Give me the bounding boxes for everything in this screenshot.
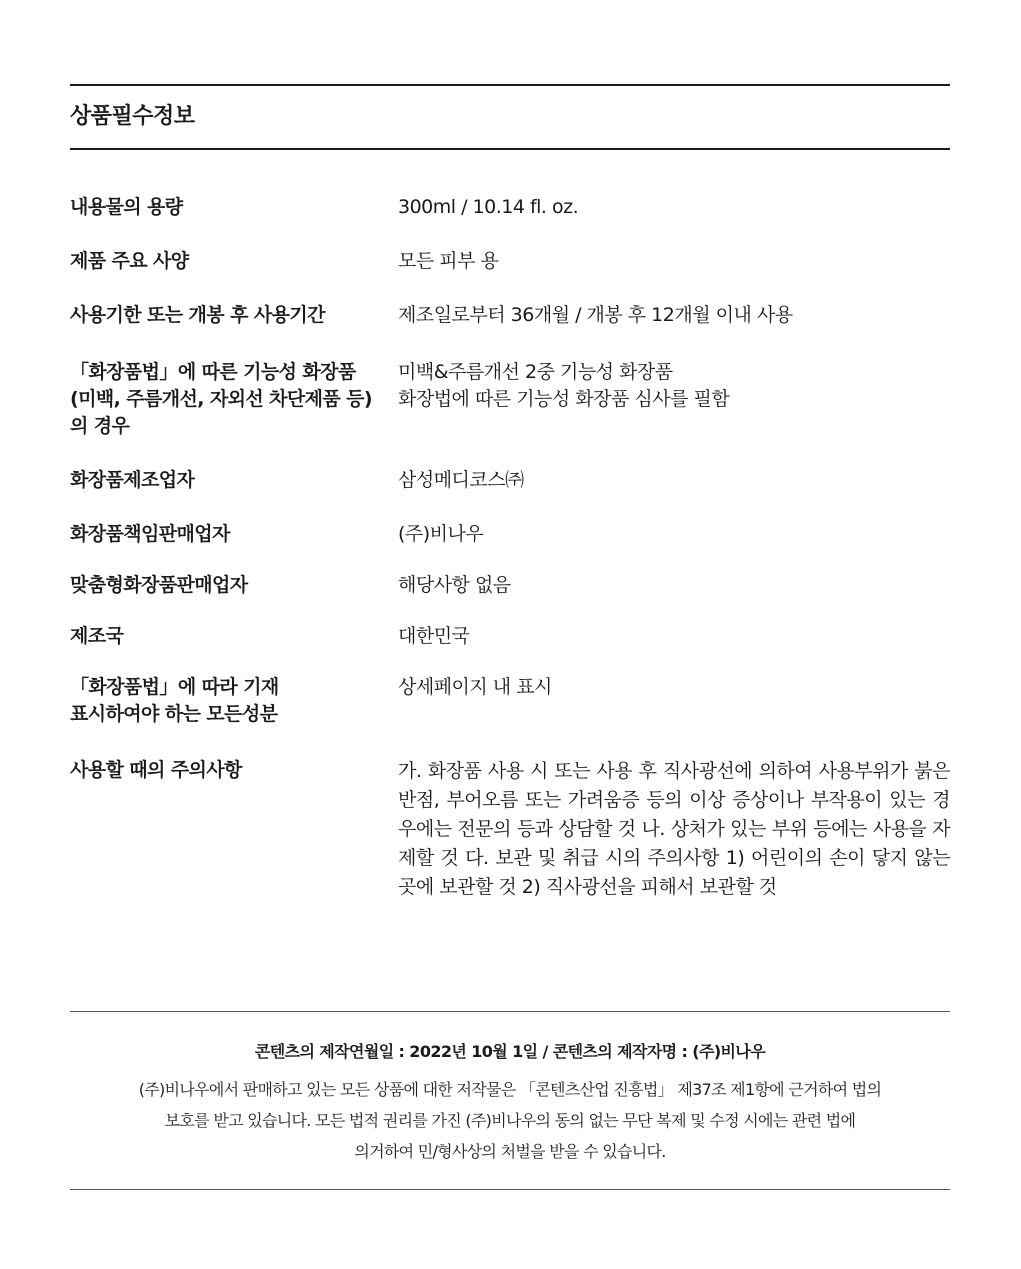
spec-label: 제조국: [70, 625, 124, 647]
spec-label: 사용할 때의 주의사항: [70, 759, 242, 781]
spec-row-ingredients: [70, 674, 950, 757]
section-title: 상품필수정보: [70, 104, 195, 129]
production-info: 콘텐츠의 제작연월일 : 2022년 10월 1일 / 콘텐츠의 제작자명 : (주)비나우: [254, 1042, 766, 1061]
spec-value: 미백&주름개선 2중 기능성 화장품 화장법에 따른 기능성 화장품 심사를 필함: [398, 361, 730, 410]
title-underline-rule: [70, 148, 950, 150]
spec-value: (주)비나우: [398, 523, 484, 545]
spec-label: 화장품제조업자: [70, 469, 195, 491]
spec-label: 화장품책임판매업자: [70, 523, 230, 545]
spec-value: 삼성메디코스㈜: [398, 469, 524, 491]
spec-value: 상세페이지 내 표시: [398, 676, 552, 698]
spec-row-volume: [70, 194, 950, 248]
spec-value: 가. 화장품 사용 시 또는 사용 후 직사광선에 의하여 사용부위가 붉은 반점, 부어오름 또는 가려움증 등의 이상 증상이나 부작용이 있는 경우에는 전문의 등과 상담할 것 나. 상처가 있는 부위 등에는 사용을 자제할 것 다. 보관 및 취급 시의 주의사항 1) 어린이의 손이 닿지 않는 곳에 보관할 것 2) 직사광선을 피해서 보관할 것: [398, 760, 950, 898]
spec-row-country: [70, 623, 950, 674]
spec-table: [70, 194, 950, 947]
footer-bottom-rule: [70, 1189, 950, 1190]
copyright-notice: (주)비나우에서 판매하고 있는 모든 상품에 대한 저작물은 「콘텐츠산업 진흥법」 제37조 제1항에 근거하여 법의 보호를 받고 있습니다. 모든 법적 권리를 가진 (주)비나우의 동의 없는 무단 복제 및 수정 시에는 관련 법에 의거하여 민/형사상의 처벌을 받을 수 있습니다.: [138, 1080, 882, 1161]
spec-row-main-spec: [70, 248, 950, 302]
spec-label: 맞춤형화장품판매업자: [70, 574, 248, 596]
spec-value: 해당사항 없음: [398, 574, 511, 596]
spec-value: 모든 피부 용: [398, 250, 499, 272]
spec-value: 300ml / 10.14 fl. oz.: [398, 196, 579, 218]
spec-row-custom-seller: [70, 572, 950, 623]
spec-row-precautions: [70, 757, 950, 947]
spec-row-functional-cosmetic: [70, 359, 950, 467]
spec-label: 「화장품법」에 따른 기능성 화장품 (미백, 주름개선, 자외선 차단제품 등) 의 경우: [70, 361, 373, 437]
spec-label: 「화장품법」에 따라 기재 표시하여야 하는 모든성분: [70, 676, 279, 725]
spec-row-responsible-seller: [70, 521, 950, 572]
spec-label: 사용기한 또는 개봉 후 사용기간: [70, 304, 325, 326]
spec-value: 대한민국: [398, 625, 470, 647]
spec-row-expiry: [70, 302, 950, 359]
spec-label: 내용물의 용량: [70, 196, 183, 218]
footer-top-rule: [70, 1011, 950, 1012]
spec-label: 제품 주요 사양: [70, 250, 189, 272]
footer: [70, 1011, 950, 1190]
spec-value: 제조일로부터 36개월 / 개봉 후 12개월 이내 사용: [398, 304, 793, 326]
spec-row-manufacturer: [70, 467, 950, 521]
